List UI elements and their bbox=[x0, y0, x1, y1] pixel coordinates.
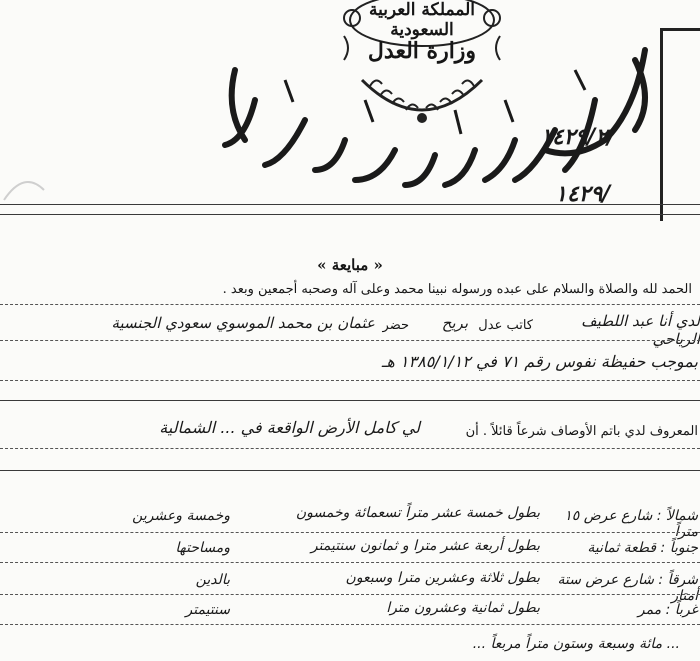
calligraphic-title-logo bbox=[215, 40, 675, 200]
dotted-line-5 bbox=[0, 532, 700, 533]
dotted-line-3 bbox=[0, 380, 700, 381]
boundary-south-hand: جنوباً : قطعة ثمانية bbox=[587, 540, 698, 556]
dotted-line-4 bbox=[0, 448, 700, 449]
boundary-length-2-hand: بطول أربعة عشر مترا و ثمانون سنتيمتر bbox=[310, 538, 540, 554]
clerk-name-hand: لدي أنا عبد اللطيف الرياحي bbox=[581, 312, 700, 348]
dotted-line-6 bbox=[0, 562, 700, 563]
boundary-tail-1-hand: وخمسة وعشرين bbox=[132, 508, 230, 524]
dotted-line-1 bbox=[0, 304, 700, 305]
clerk-place-hand: بريح bbox=[441, 314, 468, 332]
boundary-tail-3-hand: بالدين bbox=[195, 572, 230, 588]
boundary-length-4-hand: بطول ثمانية وعشرون مترا bbox=[386, 600, 540, 616]
boundary-length-3-hand: بطول ثلاثة وعشرين مترا وسبعون bbox=[345, 570, 540, 586]
seal-country-text: المملكة العربية السعودية bbox=[368, 0, 476, 40]
faint-stamp-mark bbox=[0, 0, 60, 230]
boundary-length-1-hand: بطول خمسة عشر متراً تسعمائة وخمسون bbox=[295, 505, 540, 521]
section-divider-2 bbox=[0, 470, 700, 471]
boundary-east-hand: شرقاً : شارع عرض ستة أمتار bbox=[557, 572, 698, 604]
section-divider bbox=[0, 400, 700, 401]
attended-label-printed: حضر bbox=[382, 318, 409, 333]
registry-number-1: ١٤٢٩/٢/ bbox=[540, 125, 616, 150]
boundary-tail-2-hand: ومساحتها bbox=[175, 540, 230, 556]
clerk-label-printed: كاتب عدل bbox=[478, 318, 533, 333]
boundary-tail-4-hand: سنتيمتر bbox=[185, 602, 230, 618]
registry-number-2: ١٤٢٩/ bbox=[555, 182, 611, 207]
seal-ministry-text: وزارة العدل bbox=[367, 38, 477, 64]
header-divider-1 bbox=[0, 204, 700, 205]
bottom-hand-text: ... مائة وسبعة وستون متراً مربعاً ... bbox=[472, 636, 680, 652]
dotted-line-2 bbox=[0, 340, 700, 341]
header-divider-2 bbox=[0, 214, 700, 215]
boundary-west-hand: غرباً : ممر bbox=[637, 602, 698, 618]
seller-statement-hand: لي كامل الأرض الواقعة في ... الشمالية bbox=[159, 418, 420, 437]
id-number-hand: بموجب حفيظة نفوس رقم ٧١ في ١٣٨٥/١/١٢ هـ bbox=[381, 352, 698, 371]
boundary-north-hand: شمالاً : شارع عرض ١٥ متراً bbox=[564, 508, 698, 540]
dotted-line-8 bbox=[0, 624, 700, 625]
preamble-text: الحمد لله والصلاة والسلام على عبده ورسوله نبينا محمد وعلى آله وصحبه أجمعين وبعد . bbox=[222, 282, 692, 297]
document-heading: « مبايعة » bbox=[317, 256, 383, 274]
seller-statement-printed: المعروف لدي باتم الأوصاف شرعاً قائلاً . أن bbox=[465, 424, 698, 439]
dotted-line-7 bbox=[0, 594, 700, 595]
attendee-name-hand: عثمان بن محمد الموسوي سعودي الجنسية bbox=[111, 314, 375, 332]
